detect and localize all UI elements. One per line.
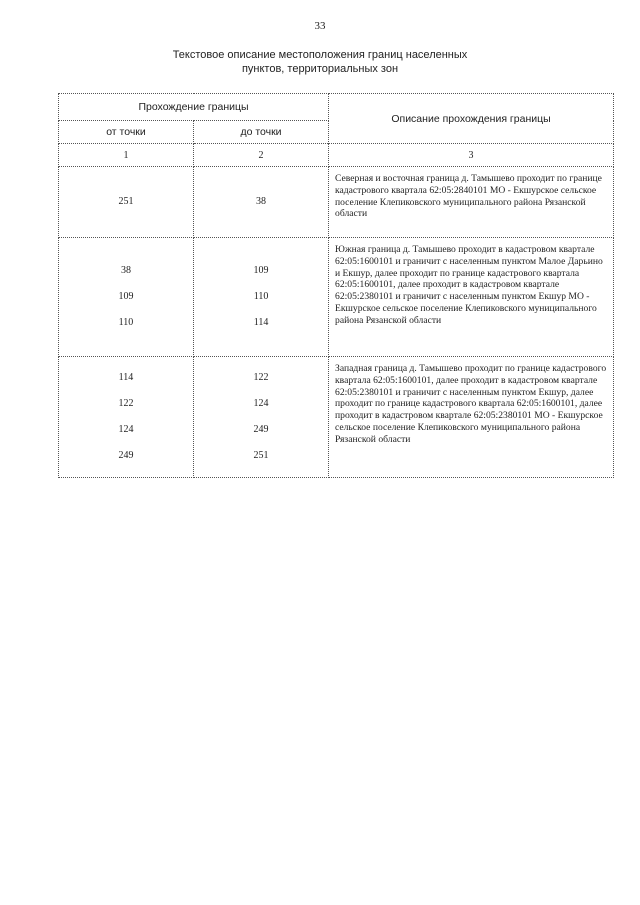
point-number: 124 xyxy=(253,398,269,409)
boundary-table xyxy=(58,93,614,478)
point-number: 109 xyxy=(118,291,134,302)
point-number: 114 xyxy=(118,372,134,383)
header-col-number-2: 2 xyxy=(194,144,329,167)
point-number: 110 xyxy=(253,291,269,302)
to-points-cell xyxy=(194,238,329,357)
point-number: 122 xyxy=(253,372,269,383)
point-number: 38 xyxy=(121,265,131,276)
header-from-point: от точки xyxy=(59,121,194,144)
boundary-description: Северная и восточная граница д. Тамышево проходит по границе кадастрового квартала 62:05:2840101 МО - Екшурское сельское поселение Клепиковского муниципального района Рязанской области xyxy=(329,167,614,238)
header-boundary-passage: Прохождение границы xyxy=(59,94,329,121)
header-col-number-3: 3 xyxy=(329,144,614,167)
point-number: 251 xyxy=(253,450,269,461)
point-number: 249 xyxy=(118,450,134,461)
table-row xyxy=(59,357,614,478)
point-number: 38 xyxy=(256,196,266,207)
point-number: 110 xyxy=(118,317,134,328)
from-points-cell xyxy=(59,167,194,238)
header-to-point: до точки xyxy=(194,121,329,144)
point-number: 122 xyxy=(118,398,134,409)
point-number: 109 xyxy=(253,265,269,276)
from-points-cell xyxy=(59,357,194,478)
point-number: 249 xyxy=(253,424,269,435)
boundary-description: Южная граница д. Тамышево проходит в кадастровом квартале 62:05:1600101 и граничит с населенным пунктом Малое Дарьино и Екшур, далее проходит по границе кадастрового квартала 62:05:1600101, далее проходит в кадастровом квартале 62:05:2380101 и граничит с населенным пунктом Екшур МО - Екшурское сельское поселение Клепиковского муниципального района Рязанской области xyxy=(329,238,614,357)
header-col-number-1: 1 xyxy=(59,144,194,167)
boundary-description: Западная граница д. Тамышево проходит по границе кадастрового квартала 62:05:1600101, далее проходит в кадастровом квартале 62:05:2380101 и граничит с населенным пунктом Екшур, далее проходит по границе кадастрового квартала 62:05:1600101, далее проходит в кадастровом квартале 62:05:2380101 МО - Екшурское сельское поселение Клепиковского муниципального района Рязанской области xyxy=(329,357,614,478)
to-points-cell xyxy=(194,167,329,238)
point-number: 114 xyxy=(253,317,269,328)
page-number: 33 xyxy=(314,20,326,32)
from-points-cell xyxy=(59,238,194,357)
title-line-1: Текстовое описание местоположения границ населенных xyxy=(172,49,468,61)
title-line-2: пунктов, территориальных зон xyxy=(241,63,399,75)
point-number: 124 xyxy=(118,424,134,435)
header-description: Описание прохождения границы xyxy=(329,94,614,144)
table-row xyxy=(59,238,614,357)
to-points-cell xyxy=(194,357,329,478)
document-title xyxy=(150,48,490,76)
table-row xyxy=(59,167,614,238)
point-number: 251 xyxy=(118,196,134,207)
